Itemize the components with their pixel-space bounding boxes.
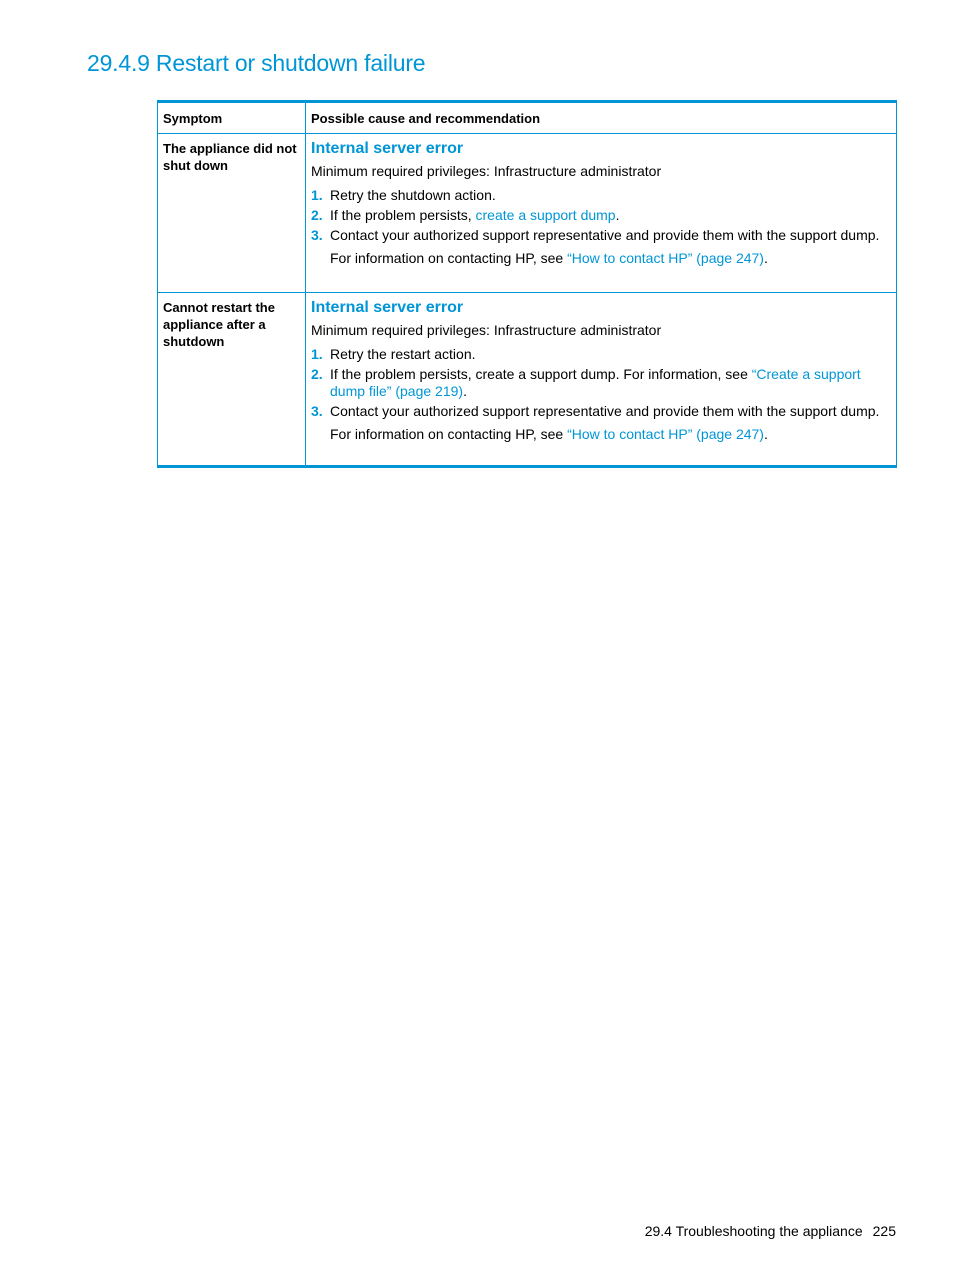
table-header-row [158, 102, 897, 134]
privileges-text: Minimum required privileges: Infrastructure administrator [311, 163, 662, 179]
footer-section: 29.4 Troubleshooting the appliance [644, 1223, 863, 1239]
step-number: 1. [311, 346, 323, 362]
step-text: If the problem persists, [330, 207, 476, 223]
step-text: Contact your authorized support representative and provide them with the support dump. [330, 403, 880, 419]
cause-cell [306, 293, 897, 467]
step-number: 1. [311, 187, 323, 203]
step-text-after: . [463, 383, 467, 399]
page-footer [645, 1223, 896, 1239]
table-row [158, 293, 897, 467]
step-number: 2. [311, 207, 323, 223]
list-item [311, 346, 890, 363]
list-item [311, 187, 890, 204]
list-item [311, 227, 890, 244]
info-text: For information on contacting HP, see [330, 250, 568, 266]
step-number: 2. [311, 366, 323, 382]
troubleshooting-table [157, 100, 897, 468]
page-title: 29.4.9 Restart or shutdown failure [87, 50, 426, 76]
list-item [311, 207, 890, 224]
how-to-contact-hp-link[interactable]: “How to contact HP” (page 247) [567, 250, 764, 266]
privileges-text: Minimum required privileges: Infrastructure administrator [311, 322, 662, 338]
step-text: Retry the shutdown action. [330, 187, 496, 203]
steps-list [311, 187, 890, 244]
list-item [311, 366, 890, 400]
cause-cell [306, 134, 897, 293]
create-support-dump-file-link[interactable]: “Create a support dump file” (page 219) [330, 366, 861, 399]
step-text: Contact your authorized support representative and provide them with the support dump. [330, 227, 880, 243]
page-number: 225 [872, 1223, 896, 1239]
contact-info [311, 250, 890, 267]
step-text: If the problem persists, create a support dump. For information, see [330, 366, 752, 382]
column-header-symptom: Symptom [158, 102, 306, 134]
steps-list [311, 346, 890, 420]
column-header-cause: Possible cause and recommendation [306, 102, 897, 134]
step-text: Retry the restart action. [330, 346, 476, 362]
error-title: Internal server error [311, 140, 464, 157]
info-text-after: . [763, 250, 768, 266]
info-text: For information on contacting HP, see [330, 426, 568, 442]
contact-info [311, 426, 890, 443]
symptom-cell: Cannot restart the appliance after a shutdown [158, 293, 306, 467]
list-item [311, 403, 890, 420]
step-number: 3. [311, 227, 323, 243]
table-row [158, 134, 897, 293]
symptom-cell: The appliance did not shut down [158, 134, 306, 293]
step-text-after: . [615, 207, 620, 223]
create-support-dump-link[interactable]: create a support dump [475, 207, 616, 223]
step-number: 3. [311, 403, 323, 419]
error-title: Internal server error [311, 299, 464, 316]
info-text-after: . [763, 426, 768, 442]
how-to-contact-hp-link[interactable]: “How to contact HP” (page 247) [567, 426, 764, 442]
